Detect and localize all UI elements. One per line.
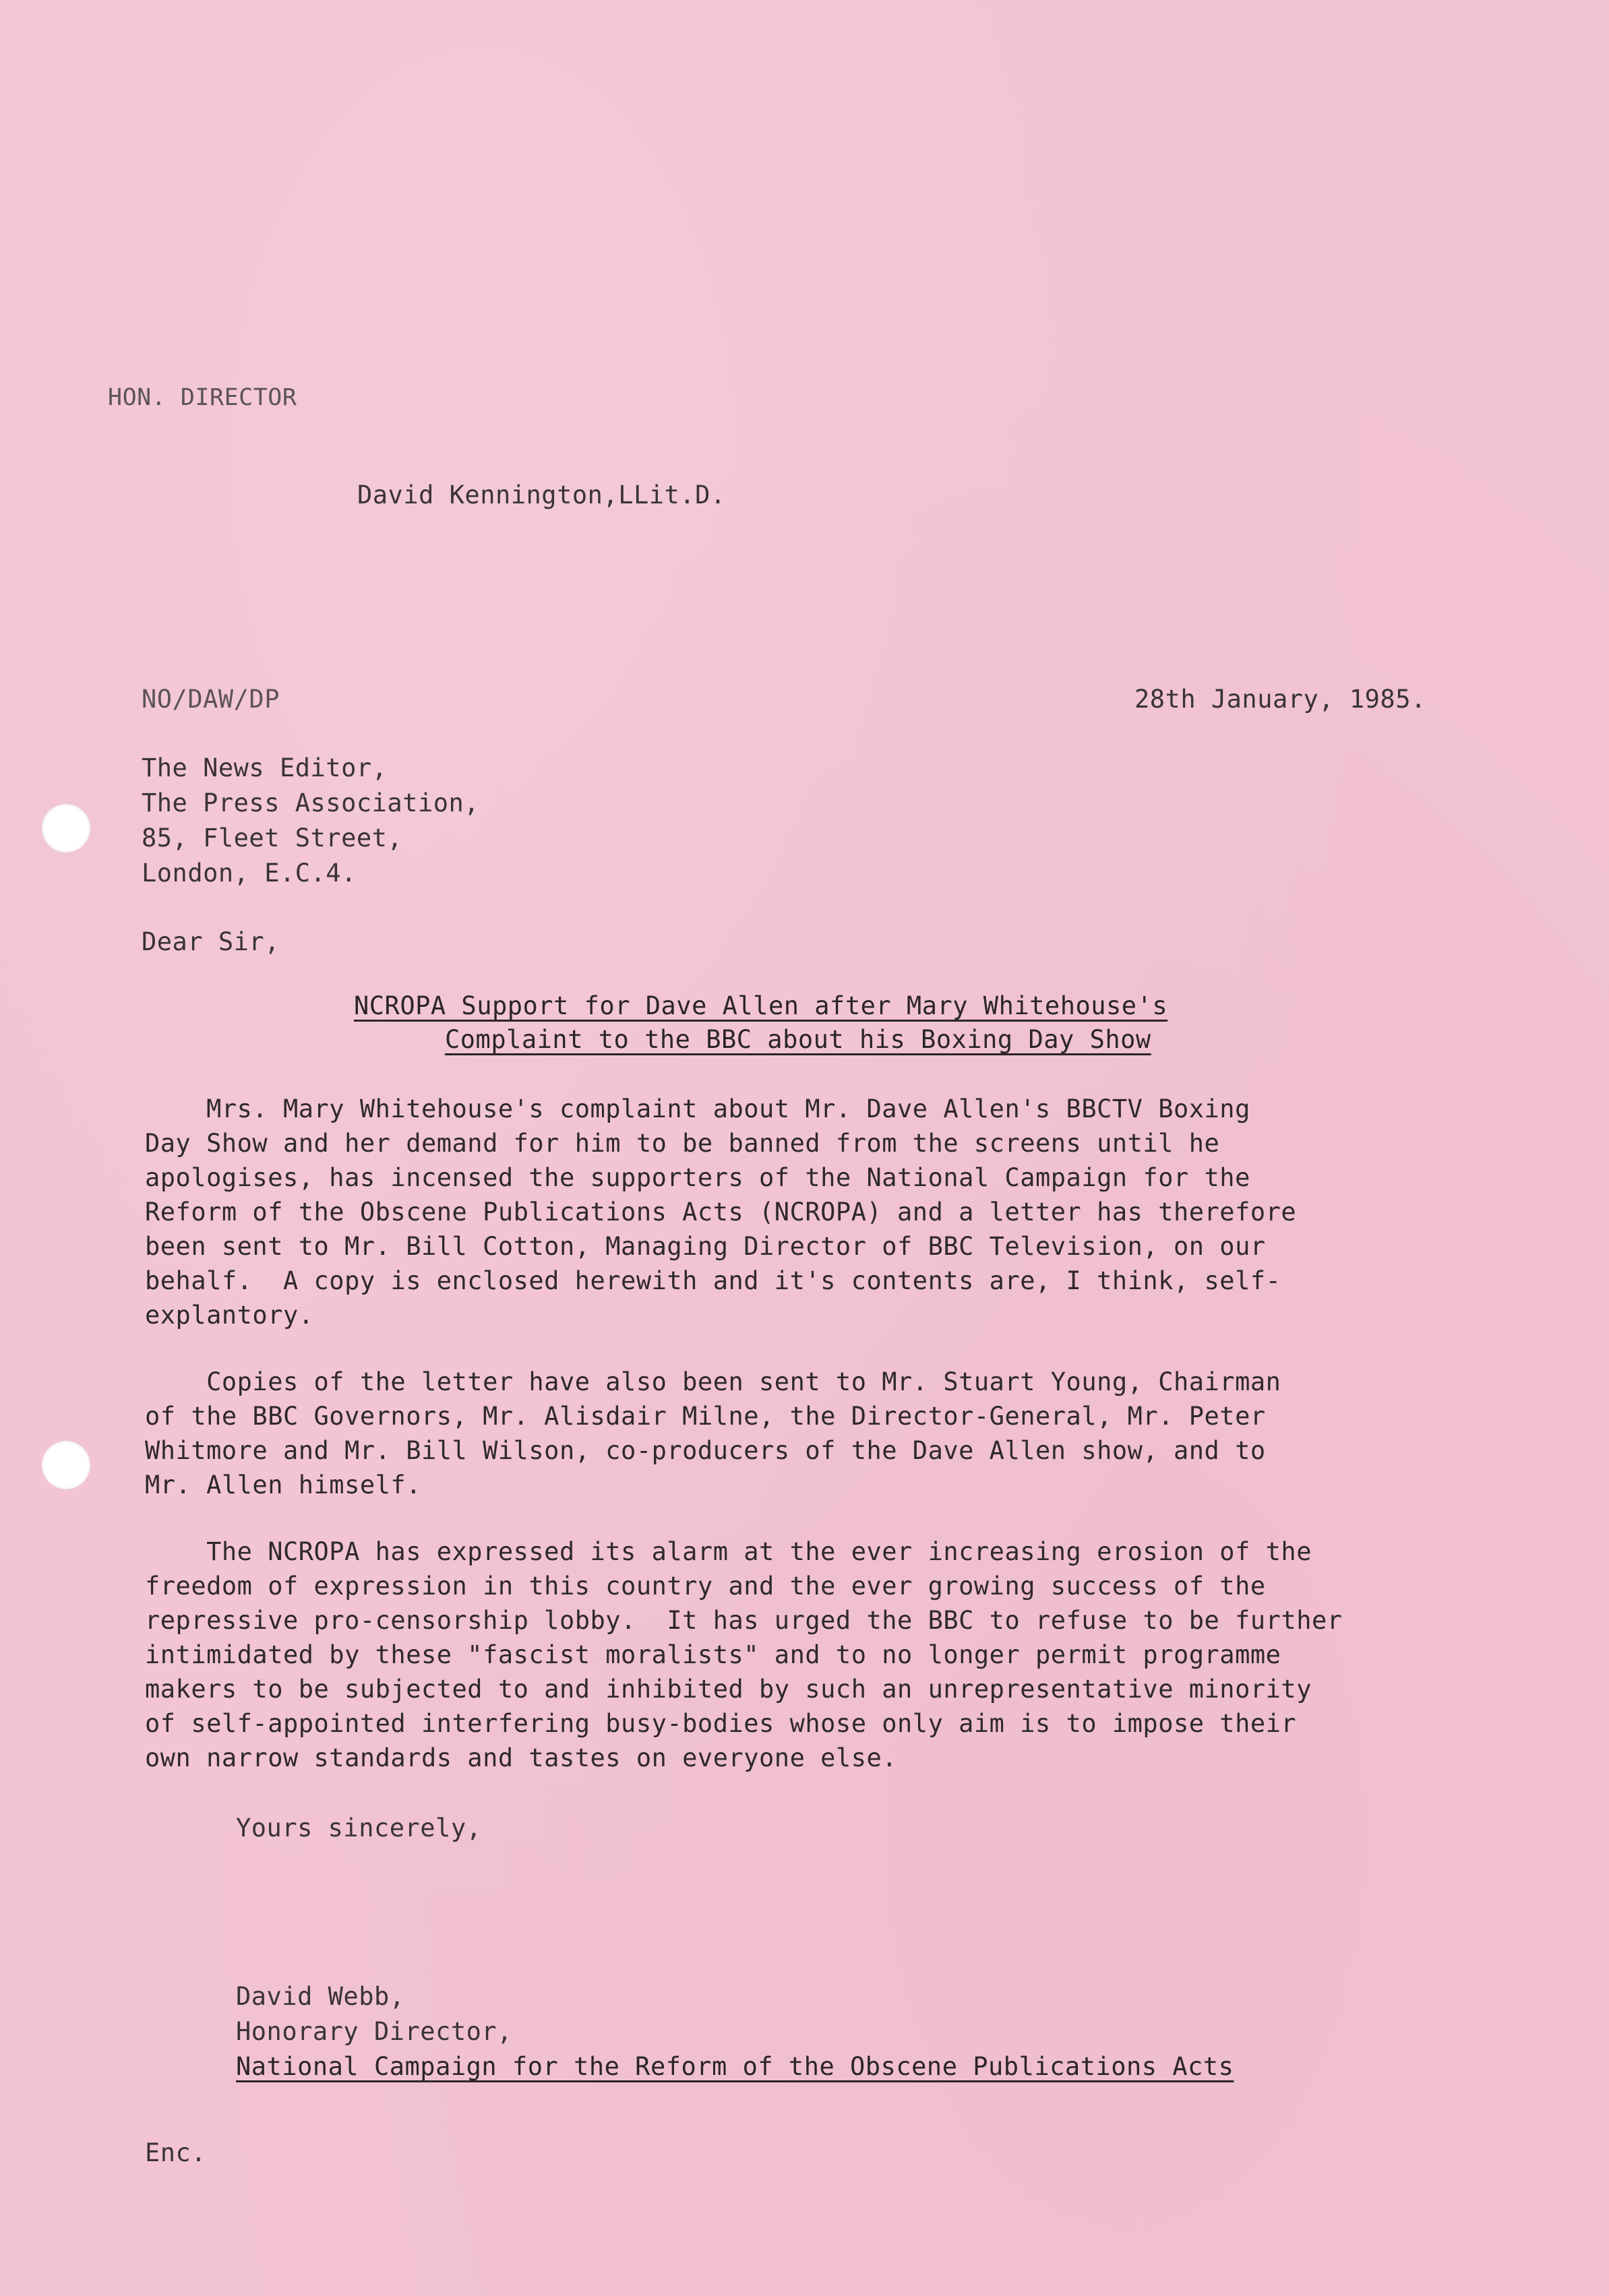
recipient-line: London, E.C.4. bbox=[142, 859, 357, 888]
salutation: Dear Sir, bbox=[142, 927, 280, 956]
body-line: behalf. A copy is enclosed herewith and it's contents are, I think, self- bbox=[145, 1266, 1281, 1295]
body-line: apologises, has incensed the supporters of the National Campaign for the bbox=[145, 1163, 1250, 1192]
signatory-organisation: National Campaign for the Reform of the Obscene Publications Acts bbox=[236, 2052, 1234, 2081]
body-line: Mr. Allen himself. bbox=[145, 1470, 421, 1499]
body-line: intimidated by these "fascist moralists" and to no longer permit programme bbox=[145, 1640, 1281, 1669]
letter-date: 28th January, 1985. bbox=[1134, 685, 1426, 714]
body-line: The NCROPA has expressed its alarm at the ever increasing erosion of the bbox=[145, 1537, 1312, 1566]
body-line: Copies of the letter have also been sent to Mr. Stuart Young, Chairman bbox=[145, 1367, 1281, 1396]
body-line: Day Show and her demand for him to be banned from the screens until he bbox=[145, 1129, 1220, 1158]
letterhead-name: David Kennington,LLit.D. bbox=[357, 480, 726, 509]
recipient-line: The Press Association, bbox=[142, 788, 480, 817]
body-line: freedom of expression in this country and the ever growing success of the bbox=[145, 1572, 1266, 1601]
body-line: Whitmore and Mr. Bill Wilson, co-producers of the Dave Allen show, and to bbox=[145, 1436, 1266, 1465]
body-line: of self-appointed interfering busy-bodies whose only aim is to impose their bbox=[145, 1709, 1297, 1738]
subject-line: NCROPA Support for Dave Allen after Mary Whitehouse's bbox=[354, 991, 1168, 1020]
body-line: been sent to Mr. Bill Cotton, Managing Director of BBC Television, on our bbox=[145, 1232, 1266, 1261]
subject-line: Complaint to the BBC about his Boxing Day Show bbox=[445, 1025, 1151, 1054]
enclosure-note: Enc. bbox=[145, 2138, 207, 2167]
signatory-name: David Webb, bbox=[236, 1982, 405, 2011]
reference-code: NO/DAW/DP bbox=[142, 685, 280, 714]
body-line: explantory. bbox=[145, 1301, 314, 1330]
punch-hole-lower bbox=[42, 1441, 90, 1489]
recipient-line: The News Editor, bbox=[142, 753, 388, 782]
body-line: Mrs. Mary Whitehouse's complaint about Mr. Dave Allen's BBCTV Boxing bbox=[145, 1094, 1250, 1123]
body-line: makers to be subjected to and inhibited by such an unrepresentative minority bbox=[145, 1675, 1312, 1704]
recipient-line: 85, Fleet Street, bbox=[142, 824, 403, 852]
body-line: Reform of the Obscene Publications Acts (NCROPA) and a letter has therefore bbox=[145, 1198, 1297, 1227]
body-line: of the BBC Governors, Mr. Alisdair Milne, the Director-General, Mr. Peter bbox=[145, 1402, 1266, 1431]
body-line: own narrow standards and tastes on everyone else. bbox=[145, 1743, 898, 1772]
signatory-title: Honorary Director, bbox=[236, 2017, 512, 2046]
body-line: repressive pro-censorship lobby. It has urged the BBC to refuse to be further bbox=[145, 1606, 1343, 1635]
letterhead-title: HON. DIRECTOR bbox=[108, 384, 297, 411]
closing: Yours sincerely, bbox=[236, 1813, 482, 1842]
punch-hole-upper bbox=[42, 804, 90, 852]
